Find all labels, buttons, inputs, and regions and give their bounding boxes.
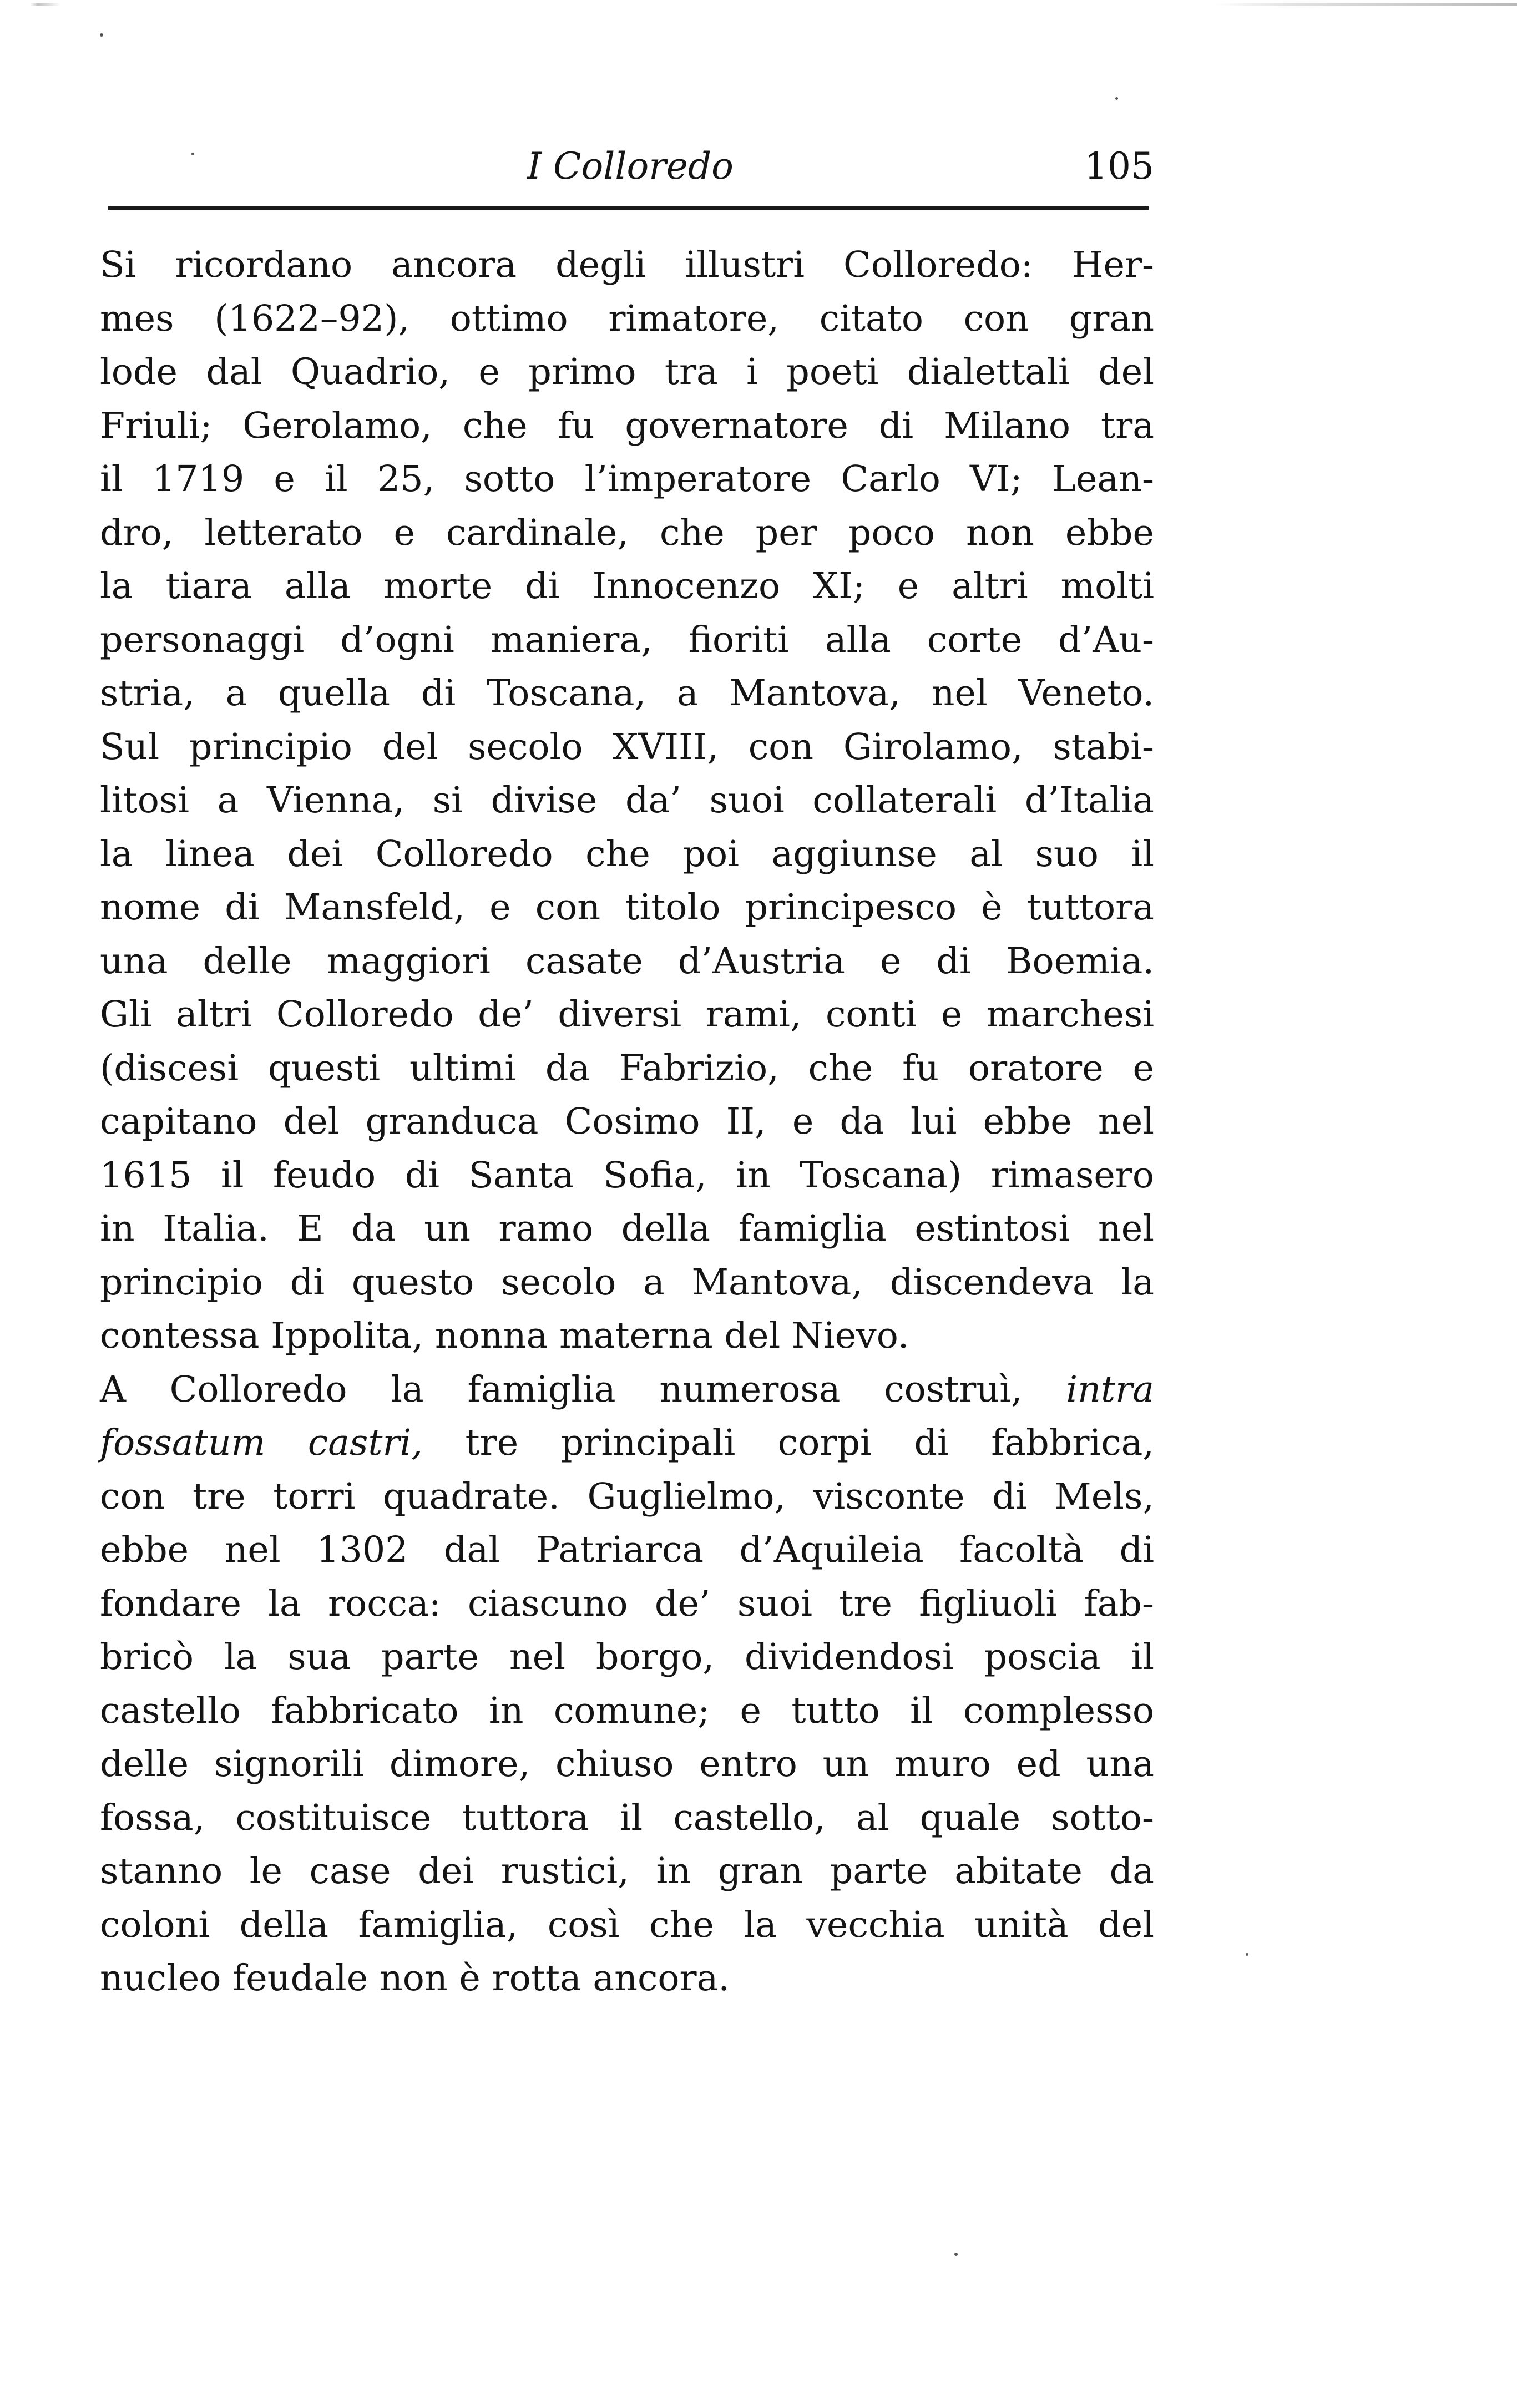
text-line (100, 1256, 1154, 1310)
text-line (100, 614, 1154, 667)
text-segment: Sul principio del secolo XVIII, con Girolamo, stabi- (100, 726, 1154, 768)
text-segment: nome di Mansfeld, e con titolo principesco è tuttora (100, 887, 1154, 928)
text-segment: con tre torri quadrate. Guglielmo, visconte di Mels, (100, 1475, 1154, 1517)
text-segment: stanno le case dei rustici, in gran parte abitate da (100, 1850, 1154, 1892)
text-segment: 1615 il feudo di Santa Sofia, in Toscana) rimasero (100, 1154, 1154, 1196)
text-segment: delle signorili dimore, chiuso entro un muro ed una (100, 1743, 1154, 1785)
ink-speck (100, 33, 103, 37)
ink-speck (1115, 97, 1118, 100)
text-line (100, 560, 1154, 614)
text-line (100, 1095, 1154, 1149)
ink-speck (954, 2253, 958, 2256)
text-line (100, 721, 1154, 775)
text-line (100, 1363, 1154, 1417)
text-segment: capitano del granduca Cosimo II, e da lui ebbe nel (100, 1101, 1154, 1142)
text-line (100, 1042, 1154, 1096)
italic-text: fossatum castri, (100, 1422, 423, 1464)
text-segment: tre principali corpi di fabbrica, (423, 1422, 1155, 1464)
text-line (100, 1524, 1154, 1577)
text-segment: il 1719 e il 25, sotto l’imperatore Carlo VI; Lean- (100, 458, 1154, 500)
italic-text: intra (1066, 1368, 1154, 1410)
text-line (100, 881, 1154, 935)
text-line (100, 935, 1154, 989)
paragraph (100, 239, 1154, 1363)
text-segment: la tiara alla morte di Innocenzo XI; e altri molti (100, 565, 1154, 607)
text-segment: castello fabbricato in comune; e tutto il complesso (100, 1689, 1154, 1732)
scan-edge-mark (0, 3, 1517, 6)
text-segment: una delle maggiori casate d’Austria e di Boemia. (100, 940, 1154, 982)
text-line (100, 239, 1154, 292)
text-line (100, 828, 1154, 882)
text-line (100, 1577, 1154, 1631)
header-rule (108, 206, 1149, 210)
text-line (100, 1738, 1154, 1792)
text-segment: coloni della famiglia, così che la vecchia unità del (100, 1904, 1154, 1946)
text-line (100, 453, 1154, 507)
text-line (100, 1792, 1154, 1845)
text-line (100, 1899, 1154, 1952)
text-segment: mes (1622–92), ottimo rimatore, citato con gran (100, 297, 1154, 340)
page-number: 105 (1084, 145, 1154, 188)
ink-speck (1246, 1953, 1248, 1956)
running-title: I Colloredo (527, 145, 734, 188)
text-segment: la linea dei Colloredo che poi aggiunse al suo il (100, 833, 1154, 875)
text-segment: fondare la rocca: ciascuno de’ suoi tre figliuoli fab- (100, 1582, 1154, 1625)
text-line (100, 988, 1154, 1042)
text-segment: ebbe nel 1302 dal Patriarca d’Aquileia facoltà di (100, 1529, 1154, 1571)
body-text (100, 239, 1154, 2006)
text-segment: in Italia. E da un ramo della famiglia estintosi nel (100, 1208, 1154, 1249)
text-segment: A Colloredo la famiglia numerosa costruì, (100, 1368, 1066, 1410)
text-line (100, 346, 1154, 399)
text-segment: bricò la sua parte nel borgo, dividendosi poscia il (100, 1636, 1154, 1678)
text-segment: principio di questo secolo a Mantova, discendeva la (100, 1261, 1154, 1303)
text-line (100, 1309, 1154, 1363)
text-line (100, 399, 1154, 453)
ink-speck (191, 153, 194, 155)
text-line (100, 1631, 1154, 1684)
text-line (100, 667, 1154, 721)
text-line (100, 1202, 1154, 1256)
text-segment: Si ricordano ancora degli illustri Colloredo: Her- (100, 244, 1154, 286)
text-segment: stria, a quella di Toscana, a Mantova, nel Veneto. (100, 672, 1154, 714)
text-segment: Friuli; Gerolamo, che fu governatore di Milano tra (100, 404, 1154, 447)
text-line (100, 1417, 1154, 1470)
text-segment: fossa, costituisce tuttora il castello, al quale sotto- (100, 1797, 1154, 1839)
page-header (100, 141, 1154, 194)
text-segment: (discesi questi ultimi da Fabrizio, che fu oratore e (100, 1047, 1154, 1089)
text-segment: litosi a Vienna, si divise da’ suoi collaterali d’Italia (100, 780, 1154, 821)
paragraph (100, 1363, 1154, 2006)
text-line (100, 774, 1154, 828)
text-segment: personaggi d’ogni maniera, fioriti alla corte d’Au- (100, 619, 1154, 661)
text-line (100, 1149, 1154, 1203)
text-segment: contessa Ippolita, nonna materna del Nievo. (100, 1315, 909, 1357)
text-line (100, 1845, 1154, 1899)
text-line (100, 1952, 1154, 2006)
text-line (100, 1684, 1154, 1738)
text-segment: lode dal Quadrio, e primo tra i poeti dialettali del (100, 351, 1154, 393)
text-line (100, 292, 1154, 346)
text-segment: nucleo feudale non è rotta ancora. (100, 1957, 730, 1999)
text-line (100, 1470, 1154, 1524)
text-segment: dro, letterato e cardinale, che per poco non ebbe (100, 512, 1154, 554)
text-line (100, 507, 1154, 560)
text-segment: Gli altri Colloredo de’ diversi rami, conti e marchesi (100, 994, 1154, 1035)
